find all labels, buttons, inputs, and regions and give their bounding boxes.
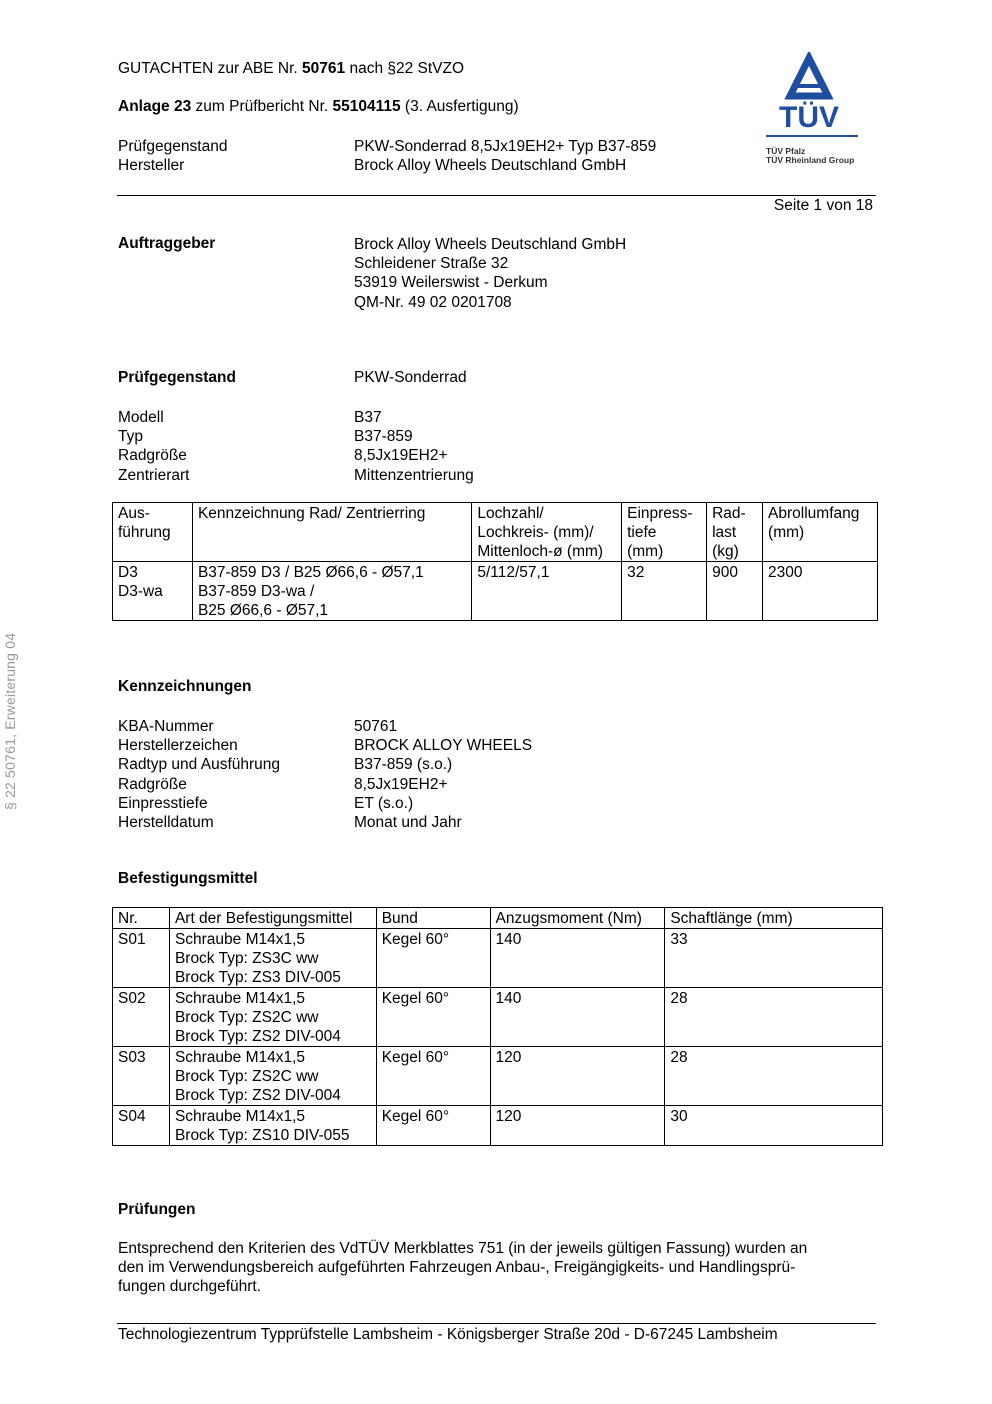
table-header-cell: Abrollumfang (mm) <box>763 503 878 562</box>
table-cell: Schraube M14x1,5 Brock Typ: ZS3C ww Brock Typ: ZS3 DIV-005 <box>169 929 376 988</box>
pruefgegenstand-heading: Prüfgegenstand <box>118 369 236 386</box>
footer-divider <box>117 1323 876 1324</box>
pruefungen-text: Entsprechend den Kriterien des VdTÜV Merkblattes 751 (in der jeweils gültigen Fassung) wurden an den im Verwendungsbereich aufgeführten Fahrzeugen Anbau-, Freigängigkeits- und Handlingsprü- fungen durchgeführt. <box>118 1240 808 1296</box>
logo-brand: TÜV <box>779 101 839 134</box>
table-cell: Kegel 60° <box>376 1106 490 1146</box>
wheel-table <box>112 502 878 621</box>
table-header-cell: Schaftlänge (mm) <box>665 908 883 929</box>
table-cell: Kegel 60° <box>376 1047 490 1106</box>
kennzeichnungen-values: 50761 BROCK ALLOY WHEELS B37-859 (s.o.) 8,5Jx19EH2+ ET (s.o.) Monat und Jahr <box>354 718 533 832</box>
footer-address: Technologiezentrum Typprüfstelle Lambsheim - Königsberger Straße 20d - D-67245 Lambsheim <box>118 1326 778 1343</box>
report-subtitle: Anlage 23 zum Prüfbericht Nr. 55104115 (3. Ausfertigung) <box>118 98 519 115</box>
table-cell: 140 <box>490 988 665 1047</box>
table-cell: Schraube M14x1,5 Brock Typ: ZS2C ww Brock Typ: ZS2 DIV-004 <box>169 988 376 1047</box>
pruefungen-heading: Prüfungen <box>118 1201 196 1218</box>
table-cell: 33 <box>665 929 883 988</box>
table-cell: S04 <box>113 1106 170 1146</box>
table-cell: 120 <box>490 1047 665 1106</box>
table-cell: S01 <box>113 929 170 988</box>
table-cell: 30 <box>665 1106 883 1146</box>
table-cell: B37-859 D3 / B25 Ø66,6 - Ø57,1 B37-859 D3-wa / B25 Ø66,6 - Ø57,1 <box>192 562 471 621</box>
report-title: GUTACHTEN zur ABE Nr. 50761 nach §22 StVZO <box>118 60 465 77</box>
table-cell: 900 <box>707 562 763 621</box>
table-cell: 140 <box>490 929 665 988</box>
table-cell: 120 <box>490 1106 665 1146</box>
table-row <box>113 988 883 1047</box>
auftraggeber-heading: Auftraggeber <box>118 235 216 252</box>
table-header-cell: Art der Befestigungsmittel <box>169 908 376 929</box>
table-cell: Schraube M14x1,5 Brock Typ: ZS10 DIV-055 <box>169 1106 376 1146</box>
wheel-table-header <box>113 503 878 562</box>
table-header-cell: Einpress- tiefe (mm) <box>622 503 707 562</box>
table-cell: 28 <box>665 1047 883 1106</box>
table-row <box>113 562 878 621</box>
side-note: § 22 50761, Erweiterung 04 <box>2 632 18 810</box>
pruefgegenstand-value: PKW-Sonderrad <box>354 369 467 386</box>
table-cell: Kegel 60° <box>376 929 490 988</box>
table-header-cell: Bund <box>376 908 490 929</box>
tuv-triangle-icon <box>756 52 866 142</box>
fastener-table <box>112 907 883 1146</box>
table-cell: Kegel 60° <box>376 988 490 1047</box>
table-cell: S03 <box>113 1047 170 1106</box>
table-row <box>113 1047 883 1106</box>
table-row <box>113 1106 883 1146</box>
table-row <box>113 929 883 988</box>
table-header-cell: Lochzahl/ Lochkreis- (mm)/ Mittenloch-ø (mm) <box>472 503 622 562</box>
table-cell: D3 D3-wa <box>113 562 193 621</box>
kennzeichnungen-heading: Kennzeichnungen <box>118 678 252 695</box>
table-header-cell: Kennzeichnung Rad/ Zentrierring <box>192 503 471 562</box>
logo-line1: TÜV Pfalz <box>766 146 806 156</box>
logo-line2: TÜV Rheinland Group <box>766 155 855 165</box>
pruefgegenstand-labels: Modell Typ Radgröße Zentrierart <box>118 409 190 484</box>
table-cell: Schraube M14x1,5 Brock Typ: ZS2C ww Brock Typ: ZS2 DIV-004 <box>169 1047 376 1106</box>
table-cell: 28 <box>665 988 883 1047</box>
pruefgegenstand-values: B37 B37-859 8,5Jx19EH2+ Mittenzentrierung <box>354 409 474 484</box>
header-values: PKW-Sonderrad 8,5Jx19EH2+ Typ B37-859 Brock Alloy Wheels Deutschland GmbH <box>354 138 657 175</box>
header-divider <box>117 195 876 196</box>
table-header-cell: Aus- führung <box>113 503 193 562</box>
table-cell: S02 <box>113 988 170 1047</box>
fastener-table-header <box>113 908 883 929</box>
befestigung-heading: Befestigungsmittel <box>118 870 258 887</box>
table-header-cell: Rad- last (kg) <box>707 503 763 562</box>
header-labels: Prüfgegenstand Hersteller <box>118 138 228 175</box>
table-cell: 5/112/57,1 <box>472 562 622 621</box>
table-cell: 2300 <box>763 562 878 621</box>
table-cell: 32 <box>622 562 707 621</box>
kennzeichnungen-labels: KBA-Nummer Herstellerzeichen Radtyp und Ausführung Radgröße Einpresstiefe Herstelldatum <box>118 718 281 832</box>
table-header-cell: Nr. <box>113 908 170 929</box>
page-number: Seite 1 von 18 <box>773 197 873 214</box>
auftraggeber-address: Brock Alloy Wheels Deutschland GmbH Schleidener Straße 32 53919 Weilerswist - Derkum QM-Nr. 49 02 0201708 <box>354 236 627 311</box>
table-header-cell: Anzugsmoment (Nm) <box>490 908 665 929</box>
tuv-logo <box>756 52 866 177</box>
